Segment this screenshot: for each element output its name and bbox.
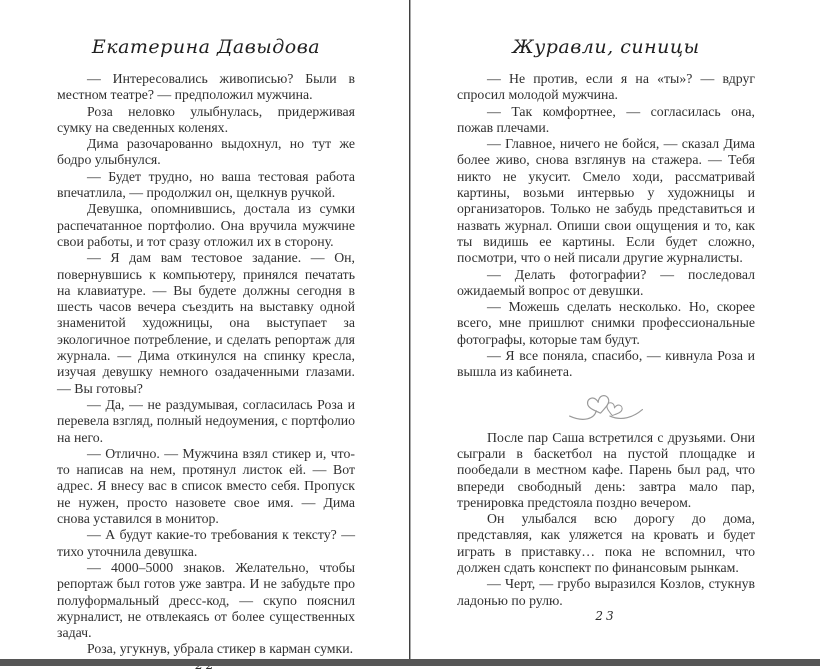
paragraph: Роза, угукнув, убрала стикер в карман сумки. xyxy=(87,641,354,657)
paragraph: — Я все поняла, спасибо, — кивнула Роза и вышла из кабинета. xyxy=(457,348,755,380)
paragraph: — Да, — не раздумывая, согласилась Роза и перевела взгляд, полный недоумения, с портфолио на него. xyxy=(57,396,355,445)
page-left-text xyxy=(57,71,355,658)
two-hearts-icon xyxy=(567,384,645,426)
paragraph: — Я дам вам тестовое задание. — Он, повернувшись к компьютеру, принялся печатать на клавиатуре. — Вы будете должны сегодня в шесть часов вечера съездить на выставку одной знаменитой художницы, она выступает за экологичное потребление, и сделать репортаж для журнала. — Дима откинулся на спинку кресла, изучая девушку немного озадаченными глазами. — Вы готовы? xyxy=(57,250,355,396)
page-right xyxy=(410,0,820,659)
running-head-author: Екатерина Давыдова xyxy=(91,36,321,58)
paragraph: — Будет трудно, но ваша тестовая работа впечатлила, — продолжил он, щелкнув ручкой. xyxy=(57,168,355,201)
paragraph: Дима разочарованно выдохнул, но тут же бодро улыбнулся. xyxy=(57,136,355,168)
paragraph: — Черт, — грубо выразился Козлов, стукнув ладонью по рулю. xyxy=(457,576,755,608)
page-right-text-after xyxy=(457,430,755,609)
paragraph: Девушка, опомнившись, достала из сумки распечатанное портфолио. Она вручила мужчине свои работы, и тот сразу отложил их в сторону. xyxy=(57,201,355,249)
paragraph: — Интересовались живописью? Были в местном театре? — предположил мужчина. xyxy=(57,71,355,103)
paragraph: — Не против, если я на «ты»? — вдруг спросил молодой мужчина. xyxy=(457,71,755,103)
paragraph: — Так комфортнее, — согласилась она, пожав плечами. xyxy=(457,103,755,135)
paragraph: — А будут какие-то требования к тексту? — тихо уточнила девушка. xyxy=(57,527,355,559)
paragraph: — Отлично. — Мужчина взял стикер и, что-то написав на нем, протянул листок ей. — Вот адрес. Я внесу вас в список вместо себя. Пропуск не нужен, просто назовете свое имя. — Дима снова уставился в монитор. xyxy=(57,445,355,527)
paragraph: После пар Саша встретился с друзьями. Они сыграли в баскетбол на пустой площадке и пообедали в местном кафе. Парень был рад, что впереди свободный день: завтра мало пар, тренировка предстояла поздно вечером. xyxy=(457,429,755,510)
paragraph: — Главное, ничего не бойся, — сказал Дима более живо, снова взглянув на стажера. — Тебя никто не укусит. Смело ходи, рассматривай картины, возьми интервью у художницы и организаторов. Только не забудь представиться и назвать журнал. Опиши свои ощущения и то, как ты видишь ее картины. Если будет сложно, посмотри, что о ней писали другие журналисты. xyxy=(457,136,755,266)
page-left xyxy=(0,0,410,659)
running-head-title: Журавли, синицы xyxy=(512,36,700,58)
reader-bottom-bar xyxy=(0,659,820,666)
page-number: 23 xyxy=(595,608,617,623)
page-right-text xyxy=(457,71,755,381)
paragraph: — 4000–5000 знаков. Желательно, чтобы репортаж был готов уже завтра. И не забудьте про полуформальный дресс-код, — скупо пояснил журналист, не отвлекаясь от более существенных задач. xyxy=(57,559,355,641)
paragraph: — Можешь сделать несколько. Но, скорее всего, мне пришлют снимки профессиональные фотографы, которые там будут. xyxy=(457,299,755,347)
section-divider xyxy=(457,384,755,426)
paragraph: Роза неловко улыбнулась, придерживая сумку на сведенных коленях. xyxy=(57,103,355,135)
paragraph: — Делать фотографии? — последовал ожидаемый вопрос от девушки. xyxy=(457,266,755,298)
paragraph: Он улыбался всю дорогу до дома, представляя, как уляжется на кровать и будет играть в приставку… пока не вспомнил, что должен сдать конспект по финансовым рынкам. xyxy=(457,511,755,576)
